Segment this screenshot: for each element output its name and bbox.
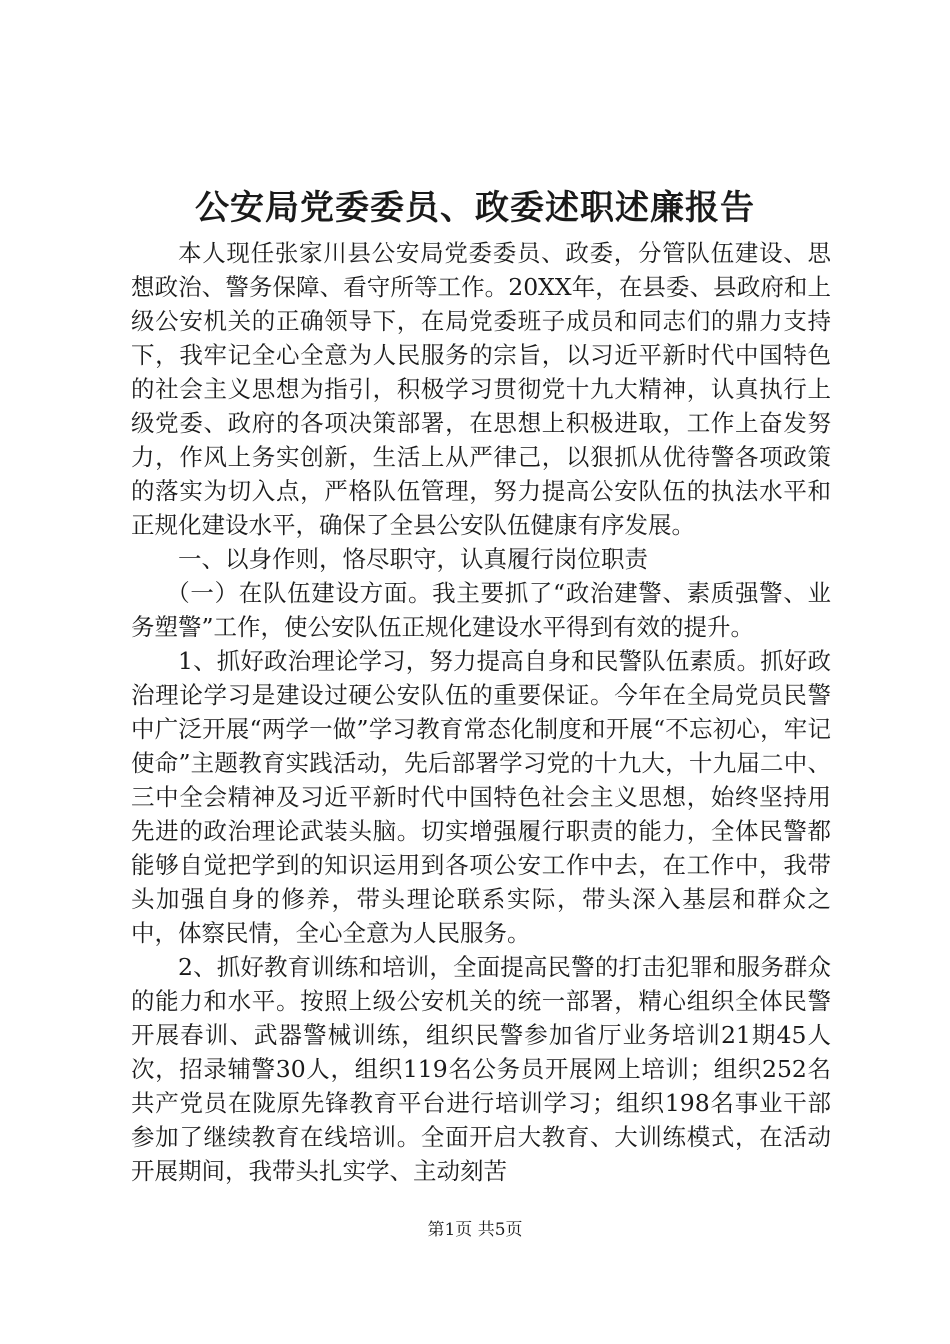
page-number-footer: 第1页 共5页	[427, 1220, 523, 1240]
document-body	[131, 236, 831, 1188]
paragraph-item-1: 1、抓好政治理论学习，努力提高自身和民警队伍素质。抓好政治理论学习是建设过硬公安队伍的重要保证。今年在全局党员民警中广泛开展“两学一做”学习教育常态化制度和开展“不忘初心，牢记使命”主题教育实践活动，先后部署学习党的十九大，十九届二中、三中全会精神及习近平新时代中国特色社会主义思想，始终坚持用先进的政治理论武装头脑。切实增强履行职责的能力，全体民警都能够自觉把学到的知识运用到各项公安工作中去，在工作中，我带头加强自身的修养，带头理论联系实际，带头深入基层和群众之中，体察民情，全心全意为人民服务。	[131, 647, 831, 947]
document-title: 公安局党委委员、政委述职述廉报告	[195, 188, 755, 228]
paragraph-item-2: 2、抓好教育训练和培训，全面提高民警的打击犯罪和服务群众的能力和水平。按照上级公安机关的统一部署，精心组织全体民警开展春训、武器警械训练，组织民警参加省厅业务培训21期45人次，招录辅警30人，组织119名公务员开展网上培训；组织252名共产党员在陇原先锋教育平台进行培训学习；组织198名事业干部参加了继续教育在线培训。全面开启大教育、大训练模式，在活动开展期间，我带头扎实学、主动刻苦	[131, 953, 831, 1185]
paragraph-intro: 本人现任张家川县公安局党委委员、政委，分管队伍建设、思想政治、警务保障、看守所等工作。20XX年，在县委、县政府和上级公安机关的正确领导下，在局党委班子成员和同志们的鼎力支持下，我牢记全心全意为人民服务的宗旨，以习近平新时代中国特色的社会主义思想为指引，积极学习贯彻党十九大精神，认真执行上级党委、政府的各项决策部署，在思想上积极进取，工作上奋发努力，作风上务实创新，生活上从严律己，以狠抓从优待警各项政策的落实为切入点，严格队伍管理，努力提高公安队伍的执法水平和正规化建设水平，确保了全县公安队伍健康有序发展。	[131, 239, 831, 539]
section-heading-1: 一、以身作则，恪尽职守，认真履行岗位职责	[178, 545, 648, 573]
subsection-team-building: （一）在队伍建设方面。我主要抓了“政治建警、素质强警、业务塑警”工作，使公安队伍正规化建设水平得到有效的提升。	[131, 579, 831, 641]
